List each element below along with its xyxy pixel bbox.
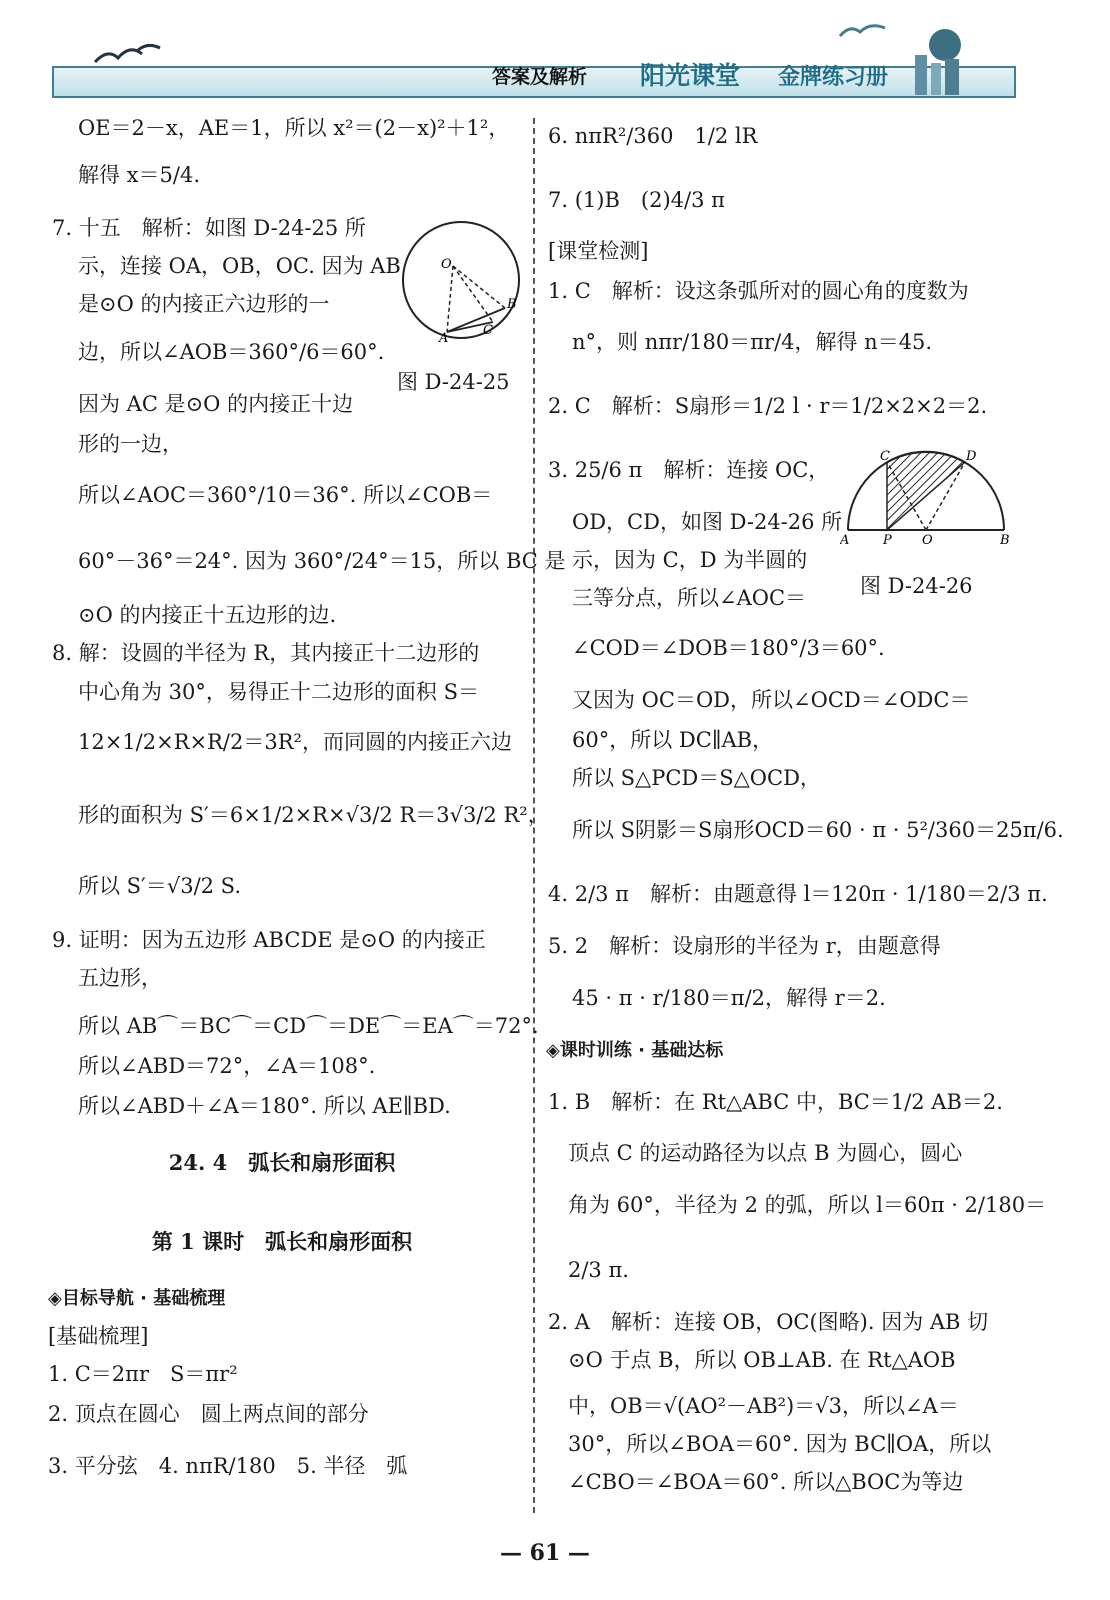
text-line: 三等分点，所以∠AOC＝ [572,586,807,610]
header-label-brand: 阳光课堂 [640,61,741,90]
text-line: 3. 平分弦 4. nπR/180 5. 半径 弧 [48,1454,408,1478]
fig2-label-o: O [922,533,933,548]
text-line: 8. 解：设圆的半径为 R，其内接正十二边形的 [52,641,480,665]
fig2-label-d: D [966,449,977,464]
text-line: 5. 2 解析：设扇形的半径为 r，由题意得 [548,934,941,958]
page-header [0,0,1110,110]
text-line: 角为 60°，半径为 2 的弧，所以 l＝60π · 2/180＝ [568,1193,1047,1217]
text-line: 中，OB＝√(AO²－AB²)＝√3，所以∠A＝ [568,1394,959,1418]
text-line: 形的一边， [78,432,183,456]
text-line: 解得 x＝5/4. [78,163,200,187]
text-line: 所以 S阴影＝S扇形OCD＝60 · π · 5²/360＝25π/6. [572,818,1064,842]
text-line: 60°－36°＝24°. 因为 360°/24°＝15，所以 BC 是 [78,549,566,573]
text-line: 60°，所以 DC∥AB， [572,728,774,752]
fig1-label-o: O [441,257,452,272]
fig1-label-b: B [507,297,517,312]
fig2-label-b: B [1000,533,1010,548]
text-line: 是⊙O 的内接正六边形的一 [78,292,330,316]
text-line: 示，因为 C，D 为半圆的 [572,548,808,572]
text-line: 中心角为 30°，易得正十二边形的面积 S＝ [78,680,479,704]
text-line: ⊙O 于点 B，所以 OB⊥AB. 在 Rt△AOB [568,1348,956,1372]
figure-caption: 图 D-24-26 [860,574,973,598]
text-line: ⊙O 的内接正十五边形的边. [78,603,337,627]
text-line: 2. A 解析：连接 OB，OC(图略). 因为 AB 切 [548,1310,989,1334]
text-line: 1. B 解析：在 Rt△ABC 中，BC＝1/2 AB＝2. [548,1090,1003,1114]
text-line: OE＝2－x，AE＝1，所以 x²＝(2－x)²＋1²， [78,116,510,140]
header-label-answers: 答案及解析 [492,66,588,88]
text-line: 1. C＝2πr S＝πr² [48,1362,238,1386]
section-heading: ◈目标导航 · 基础梳理 [48,1288,226,1309]
fig2-label-p: P [883,533,892,548]
fig2-label-a: A [840,533,850,548]
text-line: 示，连接 OA，OB，OC. 因为 AB [78,254,401,278]
text-line: 4. 2/3 π 解析：由题意得 l＝120π · 1/180＝2/3 π. [548,882,1048,906]
fig1-label-a: A [439,331,449,343]
text-line: 9. 证明：因为五边形 ABCDE 是⊙O 的内接正 [52,928,486,952]
text-line: ∠COD＝∠DOB＝180°/3＝60°. [572,636,885,660]
text-line: 2. C 解析：S扇形＝1/2 l · r＝1/2×2×2＝2. [548,394,988,418]
section-heading: ◈课时训练 · 基础达标 [546,1040,724,1061]
text-line: 2. 顶点在圆心 圆上两点间的部分 [48,1402,369,1426]
text-line: 7. (1)B (2)4/3 π [548,188,725,212]
figure-d-24-26 [840,448,1015,548]
text-line: 3. 25/6 π 解析：连接 OC， [548,458,830,482]
fig1-label-c: C [483,323,493,338]
text-line: 7. 十五 解析：如图 D-24-25 所 [52,216,366,240]
text-line: 12×1/2×R×R/2＝3R²，而同圆的内接正六边 [78,730,512,754]
text-line: 45 · π · r/180＝π/2，解得 r＝2. [572,986,886,1010]
text-line: 6. nπR²/360 1/2 lR [548,124,758,148]
text-line: 顶点 C 的运动路径为以点 B 为圆心，圆心 [568,1141,963,1165]
text-line: 所以 AB⌒＝BC⌒＝CD⌒＝DE⌒＝EA⌒＝72°. [78,1014,539,1038]
text-line: [课堂检测] [548,239,649,263]
text-line: ∠CBO＝∠BOA＝60°. 所以△BOC为等边 [568,1470,964,1494]
text-line: 1. C 解析：设这条弧所对的圆心角的度数为 [548,279,969,303]
page-number: — 61 — [500,1540,590,1566]
lesson-title: 第 1 课时 弧长和扇形面积 [151,1229,413,1254]
bird-icon [835,18,895,48]
text-line: 所以 S△PCD＝S△OCD， [572,766,821,790]
text-line: 所以∠AOC＝360°/10＝36°. 所以∠COB＝ [78,483,493,507]
text-line: 边，所以∠AOB＝360°/6＝60°. [78,340,385,364]
text-line: 所以∠ABD＝72°，∠A＝108°. [78,1054,376,1078]
city-skyline-icon [905,25,975,95]
fig2-label-c: C [880,449,890,464]
figure-d-24-25 [395,218,525,343]
text-line: OD，CD，如图 D-24-26 所 [572,510,843,534]
text-line: 因为 AC 是⊙O 的内接正十边 [78,392,354,416]
text-line: 所以∠ABD＋∠A＝180°. 所以 AE∥BD. [78,1094,451,1118]
figure-caption: 图 D-24-25 [397,370,510,394]
section-title: 24. 4 弧长和扇形面积 [168,1150,396,1175]
text-line: [基础梳理] [48,1324,149,1348]
text-line: 所以 S′＝√3/2 S. [78,874,241,898]
text-line: 30°，所以∠BOA＝60°. 因为 BC∥OA，所以 [568,1432,992,1456]
text-line: 五边形， [78,966,162,990]
text-line: 又因为 OC＝OD，所以∠OCD＝∠ODC＝ [572,688,971,712]
header-label-series: 金牌练习册 [778,65,889,90]
text-line: n°，则 nπr/180＝πr/4，解得 n＝45. [572,330,933,354]
text-line: 形的面积为 S′＝6×1/2×R×√3/2 R＝3√3/2 R²， [78,803,549,827]
text-line: 2/3 π. [568,1258,629,1282]
